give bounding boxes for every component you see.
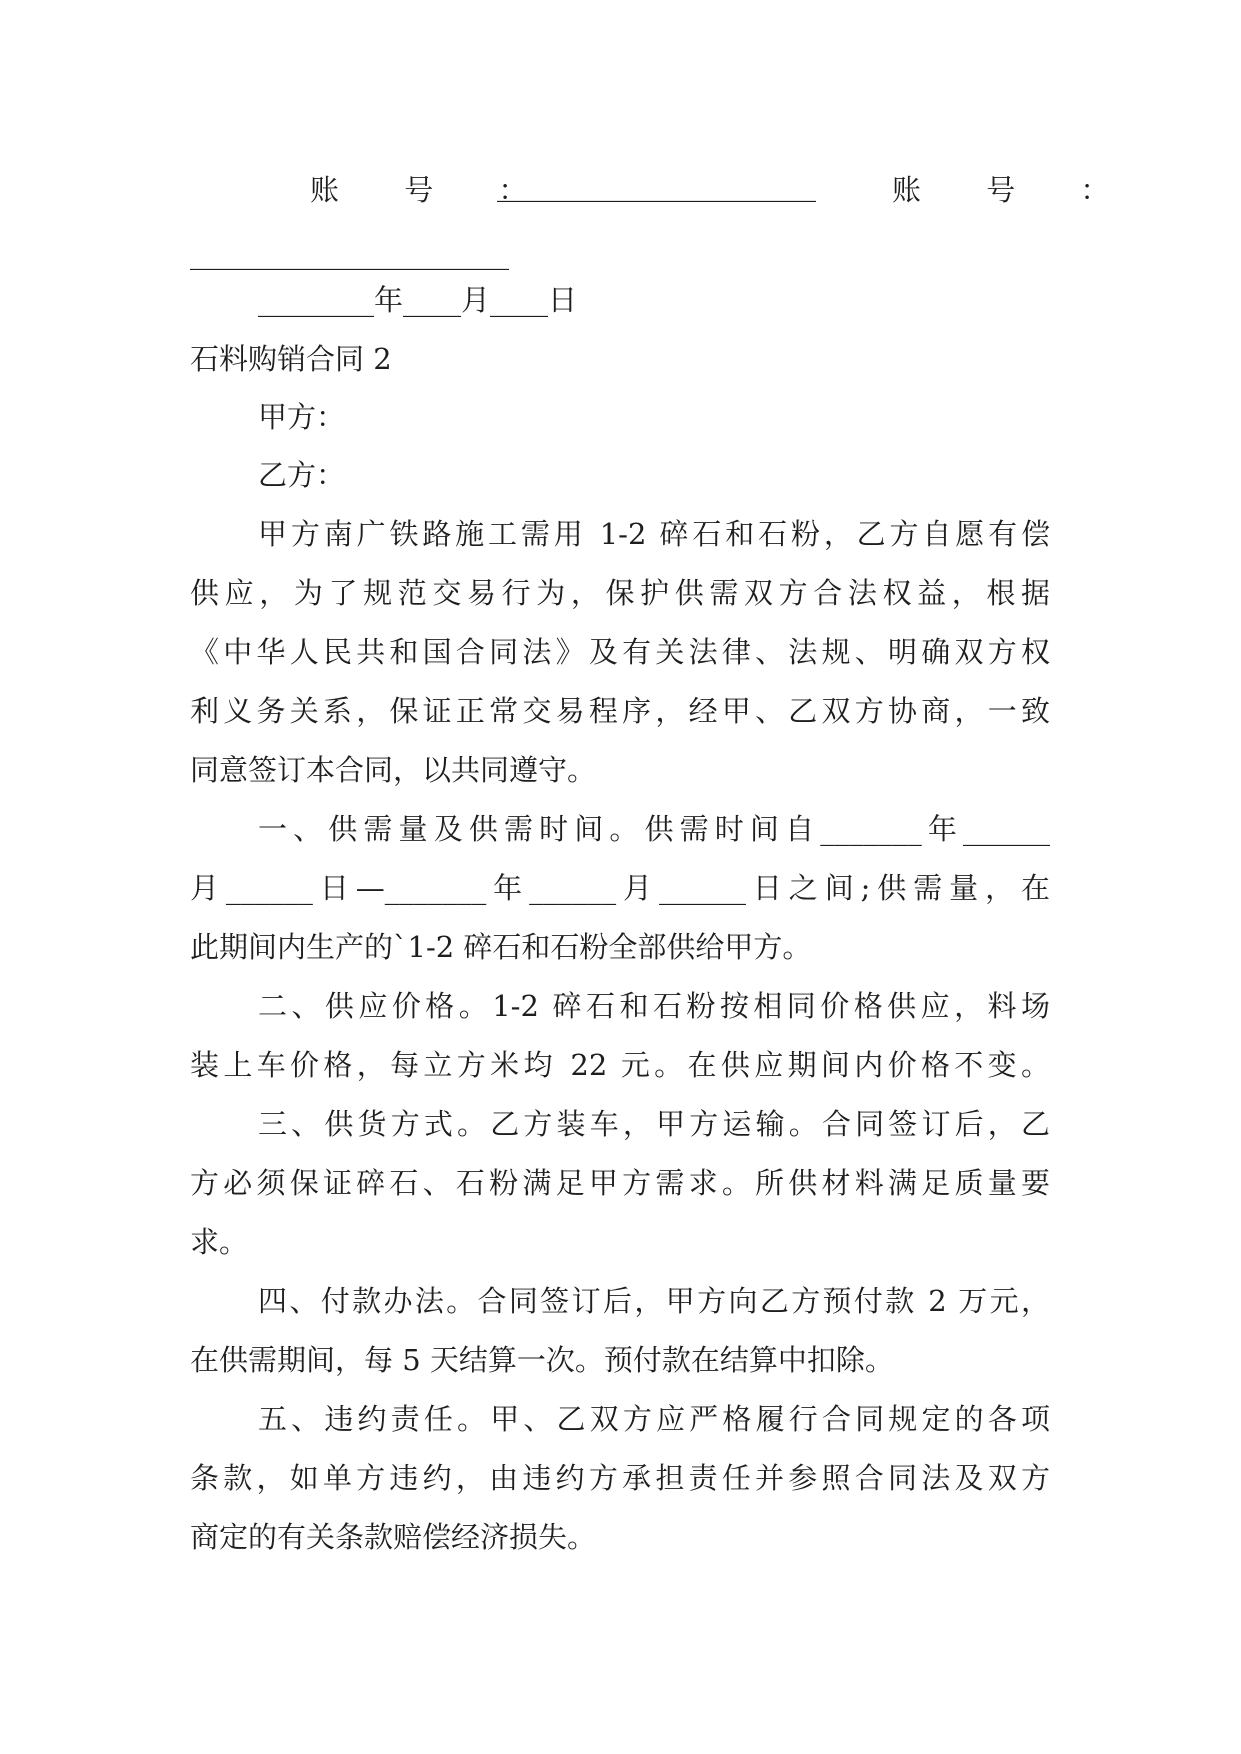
clause3-line: 求。 (190, 1225, 249, 1259)
clause5-line: 条款，如单方违约，由违约方承担责任并参照合同法及双方 (190, 1461, 1050, 1495)
clause2-line: 二、供应价格。1-2 碎石和石粉按相同价格供应，料场 (258, 989, 1050, 1023)
clause1-line: 此期间内生产的`1-2 碎石和石粉全部供给甲方。 (190, 930, 812, 964)
party-a-label: 甲方： (258, 400, 346, 434)
clause1-line: 月______日—_______年______月______日之间;供需量，在 (190, 871, 1050, 905)
intro-line: 同意签订本合同，以共同遵守。 (190, 753, 597, 787)
clause4-line: 在供需期间，每 5 天结算一次。预付款在结算中扣除。 (190, 1343, 894, 1377)
intro-line: 甲方南广铁路施工需用 1-2 碎石和石粉，乙方自愿有偿 (258, 517, 1050, 551)
clause5-line: 商定的有关条款赔偿经济损失。 (190, 1520, 597, 1554)
account-label-right: 账 号 ： (892, 173, 1138, 207)
account-label-left: 账 号 ： (310, 173, 556, 207)
intro-line: 利义务关系，保证正常交易程序，经甲、乙双方协商，一致 (190, 694, 1050, 728)
intro-line: 供应，为了规范交易行为，保护供需双方合法权益，根据 (190, 576, 1050, 610)
clause3-line: 三、供货方式。乙方装车，甲方运输。合同签订后，乙 (258, 1107, 1050, 1141)
clause2-line: 装上车价格，每立方米均 22 元。在供应期间内价格不变。 (190, 1048, 1050, 1082)
clause3-line: 方必须保证碎石、石粉满足甲方需求。所供材料满足质量要 (190, 1166, 1050, 1200)
account-blank-left: ______________________ (497, 168, 816, 202)
party-b-label: 乙方： (258, 458, 346, 492)
clause5-line: 五、违约责任。甲、乙双方应严格履行合同规定的各项 (258, 1402, 1050, 1436)
clause1-line: 一、供需量及供需时间。供需时间自_______年______ (258, 812, 1050, 846)
clause4-line: 四、付款办法。合同签订后，甲方向乙方预付款 2 万元， (258, 1284, 1050, 1318)
account-blank-right: ______________________ (190, 236, 509, 270)
date-line: ________年____月____日 (258, 283, 578, 317)
contract-title: 石料购销合同 2 (190, 342, 392, 376)
intro-line: 《中华人民共和国合同法》及有关法律、法规、明确双方权 (190, 635, 1050, 669)
